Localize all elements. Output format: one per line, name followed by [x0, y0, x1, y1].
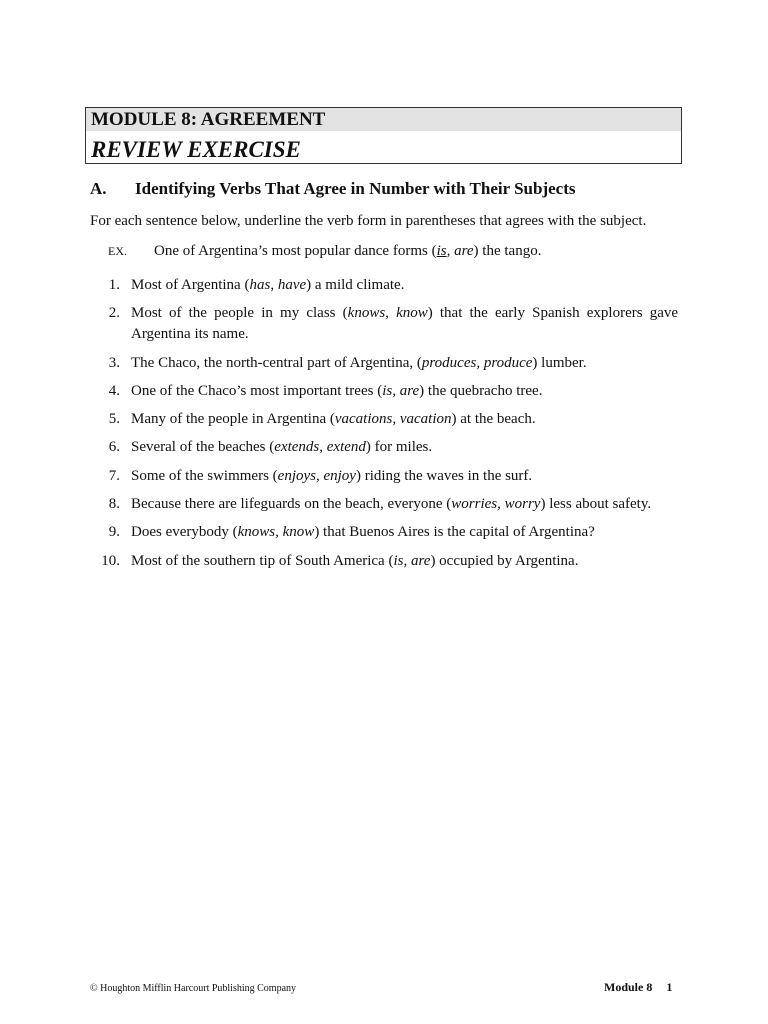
verb-choice-2[interactable]: enjoy	[323, 467, 356, 484]
example-choice-underlined: is	[436, 243, 447, 259]
item-text-after: ) that the early Spanish explorers gave Argentina its name.	[131, 305, 679, 343]
verb-choice-1[interactable]: produces	[421, 354, 477, 371]
item-number: 5.	[108, 411, 120, 428]
verb-choice-2[interactable]: are	[399, 382, 420, 399]
exercise-title: REVIEW EXERCISE	[91, 137, 301, 162]
page-number: 1	[666, 980, 673, 994]
verb-choice-1[interactable]: is	[393, 552, 404, 569]
exercise-item	[90, 437, 678, 458]
choice-separator: ,	[270, 277, 278, 293]
example-text-before: One of Argentina’s most popular dance forms (	[154, 243, 437, 259]
verb-choice-2[interactable]: know	[282, 524, 315, 541]
choice-separator: ,	[385, 305, 397, 322]
verb-choice-1[interactable]: worries	[451, 496, 498, 513]
verb-choice-1[interactable]: has	[249, 277, 271, 293]
item-number: 1.	[108, 277, 120, 293]
item-number: 10.	[101, 552, 120, 569]
section-heading	[90, 178, 576, 200]
item-text-after: ) lumber.	[532, 354, 587, 371]
choice-separator: ,	[319, 439, 327, 456]
item-text-before: One of the Chaco’s most important trees (	[131, 382, 383, 399]
exercise-item	[90, 466, 678, 487]
verb-choice-1[interactable]: knows	[347, 305, 386, 322]
item-text-after: ) for miles.	[365, 439, 433, 456]
verb-choice-1[interactable]: is	[382, 382, 393, 399]
verb-choice-2[interactable]: extend	[326, 439, 366, 456]
verb-choice-1[interactable]: extends	[274, 439, 320, 456]
choice-separator: ,	[392, 411, 400, 428]
item-number: 8.	[108, 496, 120, 513]
exercise-item	[90, 494, 678, 515]
example-sentence	[108, 241, 541, 261]
section-title: Identifying Verbs That Agree in Number with Their Subjects	[135, 179, 576, 198]
exercise-item	[90, 522, 678, 543]
verb-choice-1[interactable]: enjoys	[277, 467, 316, 484]
item-number: 4.	[108, 382, 120, 399]
item-number: 6.	[108, 439, 120, 456]
choice-separator: ,	[476, 354, 484, 371]
item-text-before: Several of the beaches (	[131, 439, 275, 456]
exercise-item	[90, 381, 678, 402]
choice-separator: ,	[392, 382, 400, 399]
choice-separator: ,	[275, 524, 283, 541]
item-text-before: Most of Argentina (	[131, 277, 250, 293]
exercise-items	[90, 275, 678, 579]
example-choice-2: are	[454, 243, 474, 259]
verb-choice-2[interactable]: worry	[504, 496, 541, 513]
item-text-before: Many of the people in Argentina (	[131, 411, 335, 428]
footer-module-label: Module 8	[604, 980, 653, 994]
exercise-item	[90, 303, 678, 345]
page-footer	[604, 980, 672, 995]
example-text-after: ) the tango.	[473, 243, 542, 259]
item-text-after: ) riding the waves in the surf.	[355, 467, 533, 484]
verb-choice-2[interactable]: produce	[483, 354, 533, 371]
item-text-after: ) less about safety.	[540, 496, 652, 513]
choice-separator: ,	[403, 552, 411, 569]
instructions: For each sentence below, underline the verb form in parentheses that agrees with the subject.	[90, 213, 647, 229]
choice-separator: ,	[497, 496, 505, 513]
exercise-item	[90, 551, 678, 572]
item-number: 2.	[108, 305, 120, 322]
verb-choice-2[interactable]: vacation	[399, 411, 452, 428]
exercise-item	[90, 353, 678, 374]
choice-separator: ,	[315, 467, 324, 484]
item-text-after: ) that Buenos Aires is the capital of Argentina?	[314, 524, 595, 541]
item-number: 3.	[108, 354, 120, 371]
item-text-after: ) occupied by Argentina.	[430, 552, 579, 569]
module-title: MODULE 8: AGREEMENT	[91, 109, 326, 130]
section-letter: A.	[90, 179, 107, 198]
exercise-item	[90, 409, 678, 430]
title-box	[85, 107, 682, 164]
example-label: EX.	[108, 244, 127, 258]
item-text-after: ) at the beach.	[451, 411, 536, 428]
verb-choice-1[interactable]: vacations	[334, 411, 393, 428]
item-text-after: ) the quebracho tree.	[419, 382, 543, 399]
verb-choice-1[interactable]: knows	[237, 524, 276, 541]
verb-choice-2[interactable]: know	[396, 305, 428, 322]
item-text-before: The Chaco, the north-central part of Argentina, (	[131, 354, 422, 371]
item-number: 9.	[108, 524, 120, 541]
example-separator: ,	[446, 243, 455, 259]
item-text-before: Most of the southern tip of South America (	[131, 552, 394, 569]
item-text-before: Most of the people in my class (	[131, 305, 348, 322]
verb-choice-2[interactable]: have	[277, 277, 307, 293]
item-text-before: Does everybody (	[131, 524, 238, 541]
exercise-item	[90, 275, 678, 296]
item-text-before: Some of the swimmers (	[131, 467, 278, 484]
copyright-footer: © Houghton Mifflin Harcourt Publishing Company	[90, 983, 297, 994]
item-text-after: ) a mild climate.	[306, 277, 405, 293]
item-text-before: Because there are lifeguards on the beach, everyone (	[131, 496, 452, 513]
item-number: 7.	[108, 467, 120, 484]
verb-choice-2[interactable]: are	[410, 552, 431, 569]
